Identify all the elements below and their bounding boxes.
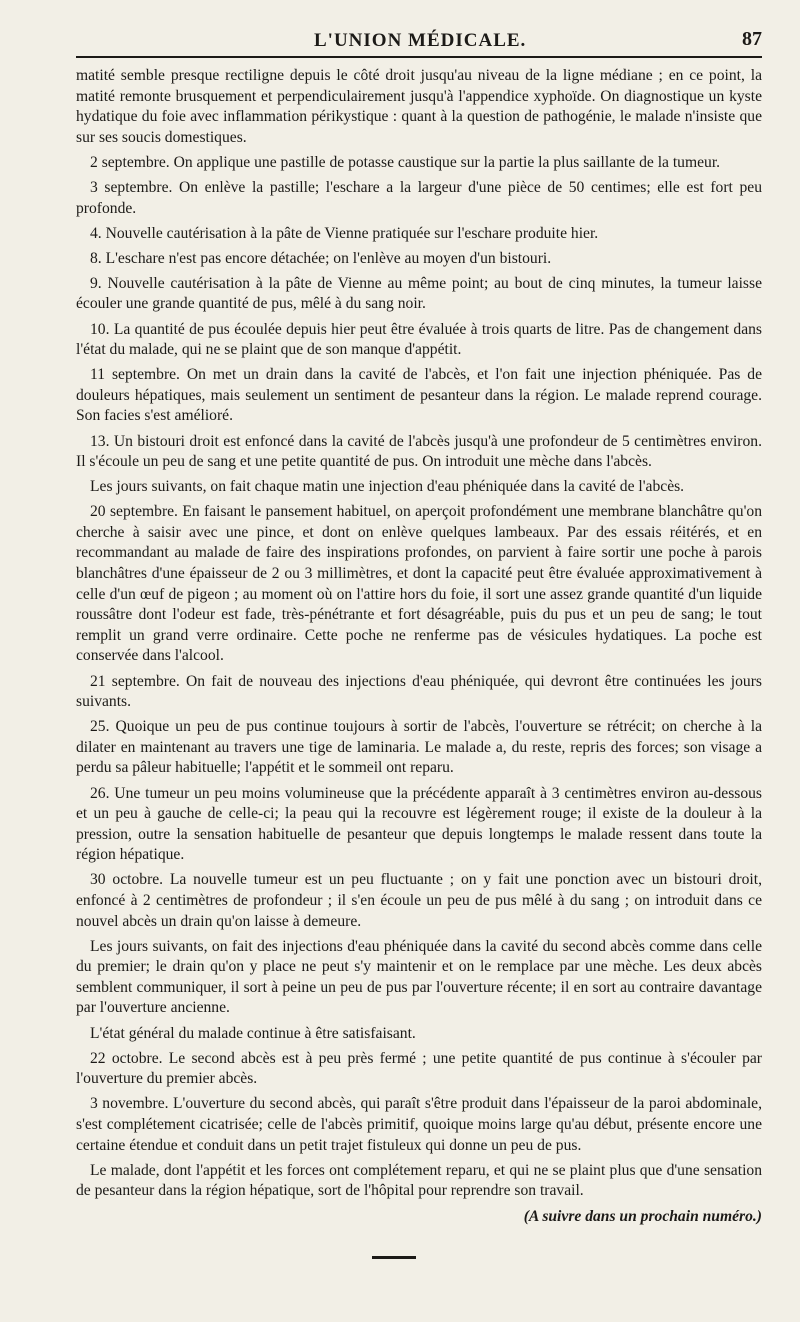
header-rule (76, 56, 762, 58)
paragraph: L'état général du malade continue à être satisfaisant. (90, 1024, 416, 1042)
paragraph: 10. La quantité de pus écoulée depuis hier peut être évaluée à trois quarts de litre. Pas de changement dans l'état du malade, qui ne se plaint que de son manque d'appétit. (76, 320, 762, 359)
running-title: L'UNION MÉDICALE. (314, 30, 527, 51)
paragraph: 21 septembre. On fait de nouveau des injections d'eau phéniquée, qui devront être continuées les jours suivants. (76, 672, 762, 711)
paragraph: 2 septembre. On applique une pastille de potasse caustique sur la partie la plus saillante de la tumeur. (90, 153, 721, 171)
paragraph: Le malade, dont l'appétit et les forces ont complétement reparu, et qui ne se plaint plus que d'une sensation de pesanteur dans la région hépatique, sort de l'hôpital pour reprendre son travail. (76, 1161, 762, 1200)
page-number: 87 (742, 28, 762, 50)
paragraph: 4. Nouvelle cautérisation à la pâte de Vienne pratiquée sur l'eschare produite hier. (90, 224, 599, 242)
paragraph: 3 septembre. On enlève la pastille; l'eschare a la largeur d'une pièce de 50 centimes; elle est fort peu profonde. (76, 178, 762, 217)
paragraph: Les jours suivants, on fait des injections d'eau phéniquée dans la cavité du second abcès comme dans celle du premier; le drain qu'on y place ne peut s'y maintenir et on le remplace par une mèche. Les deux abcès semblent communiquer, il sort à peine un peu de pus par l'ouverture récente; il en sort au contraire davantage par l'ouverture ancienne. (76, 937, 762, 1017)
paragraph: 30 octobre. La nouvelle tumeur est un peu fluctuante ; on y fait une ponction avec un bistouri droit, enfoncé à 2 centimètres de profondeur ; il s'en écoule un peu de pus mêlé à du sang ; on introduit dans ce nouvel abcès un drain qu'on laisse à demeure. (76, 871, 762, 930)
paragraph: 3 novembre. L'ouverture du second abcès, qui paraît s'être produit dans l'épaisseur de la paroi abdominale, s'est complétement cicatrisée; celle de l'abcès primitif, quoique moins large qu'au début, présente encore une certaine étendue et conduit dans un petit trajet fistuleux qui donne un peu de pus. (76, 1095, 762, 1154)
paragraph: matité semble presque rectiligne depuis le côté droit jusqu'au niveau de la ligne médiane ; en ce point, la matité remonte brusquement et perpendiculairement jusqu'à l'appendice xyphoïde. On diagnostique un kyste hydatique du foie avec inflammation périkystique : quant à la question de pathogénie, le malade n'insiste que sur ses soucis domestiques. (76, 67, 762, 146)
end-rule (372, 1256, 416, 1259)
paragraph: 8. L'eschare n'est pas encore détachée; on l'enlève au moyen d'un bistouri. (90, 249, 552, 267)
page-header (76, 0, 762, 58)
paragraph: 13. Un bistouri droit est enfoncé dans la cavité de l'abcès jusqu'à une profondeur de 5 centimètres environ. Il s'écoule un peu de sang et une petite quantité de pus. On introduit une mèche dans l'abcès. (76, 432, 762, 471)
paragraph: 9. Nouvelle cautérisation à la pâte de Vienne au même point; au bout de cinq minutes, la tumeur laisse écouler une grande quantité de pus, mêlé à du sang noir. (76, 274, 762, 313)
paragraph: 26. Une tumeur un peu moins volumineuse que la précédente apparaît à 3 centimètres environ au-dessous et un peu à gauche de celle-ci; la peau qui la recouvre est légèrement rouge; il existe de la douleur à la pression, outre la sensation habituelle de pesanteur que depuis longtemps le malade ressent dans toute la région hépatique. (76, 784, 762, 864)
paragraph: 22 octobre. Le second abcès est à peu près fermé ; une petite quantité de pus continue à s'écouler par l'ouverture du premier abcès. (76, 1049, 762, 1088)
continued-note: (A suivre dans un prochain numéro.) (523, 1207, 762, 1225)
article-body (76, 66, 762, 1202)
paragraph: Les jours suivants, on fait chaque matin une injection d'eau phéniquée dans la cavité de l'abcès. (90, 478, 685, 496)
paragraph: 11 septembre. On met un drain dans la cavité de l'abcès, et l'on fait une injection phéniquée. Pas de douleurs hépatiques, mais seulement un sentiment de pesanteur dans la région. Le malade reprend courage. Son facies s'est amélioré. (76, 366, 762, 425)
paragraph: 20 septembre. En faisant le pansement habituel, on aperçoit profondément une membrane blanchâtre qu'on cherche à saisir avec une pince, et dont on enlève quelques lambeaux. Par des essais réitérés, et en recommandant au malade de faire des inspirations profondes, on parvient à faire sortir une poche à parois blanchâtres d'une épaisseur de 2 ou 3 millimètres, et dont la capacité peut être évaluée approximativement à celle d'un œuf de pigeon ; au moment où on l'attire hors du foie, il sort une assez grande quantité d'un liquide roussâtre dont l'odeur est fade, très-pénétrante et fort désagréable, puis du pus et un peu de sang; le tout remplit un grand verre ordinaire. Cette poche ne renferme pas de vésicules hydatiques. La poche est conservée dans l'alcool. (76, 503, 762, 665)
paragraph: 25. Quoique un peu de pus continue toujours à sortir de l'abcès, l'ouverture se rétrécit; on cherche à la dilater en maintenant au travers une tige de laminaria. Le malade a, du reste, repris des forces; son visage a perdu sa pâleur habituelle; l'appétit et le sommeil ont reparu. (76, 718, 762, 777)
